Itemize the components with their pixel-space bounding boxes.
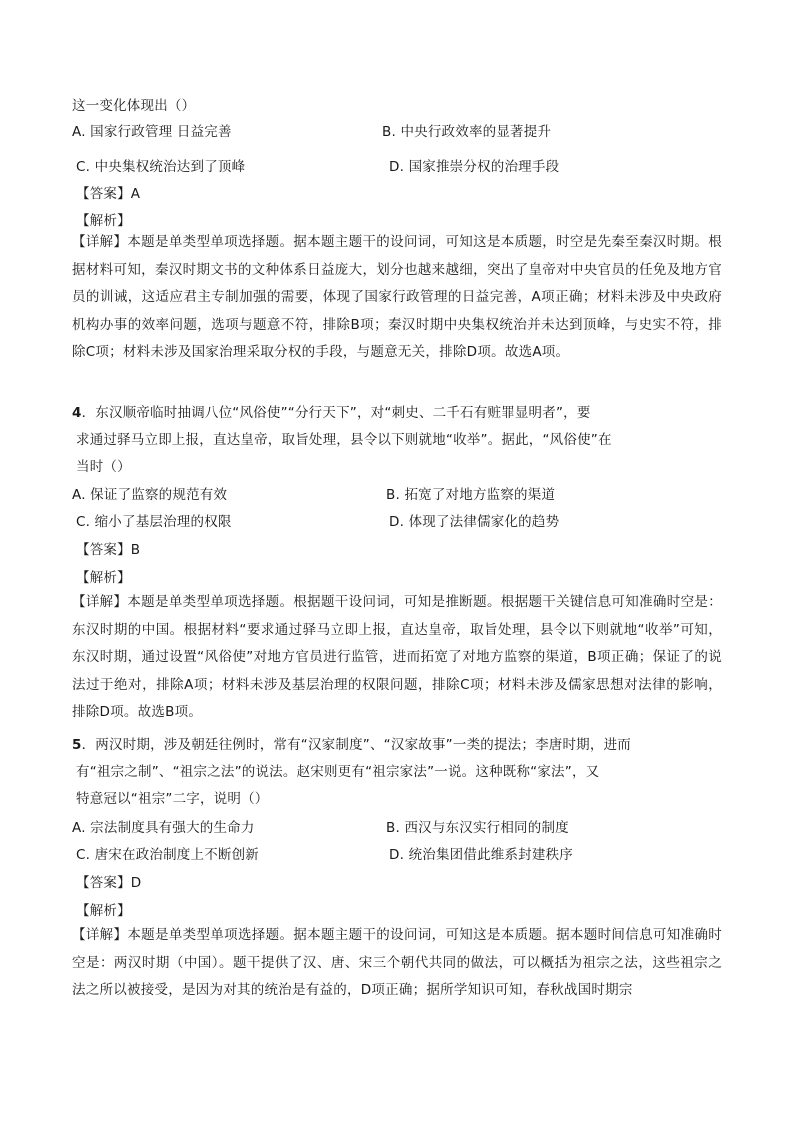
q4-option-c: C. 缩小了基层治理的权限	[76, 514, 232, 530]
q5-option-b: B. 西汉与东汉实行相同的制度	[386, 820, 569, 836]
q4-number: 4	[72, 405, 82, 421]
q5-number: 5	[72, 737, 82, 753]
q3-option-d: D. 国家推崇分权的治理手段	[389, 159, 560, 175]
q5-option-d: D. 统治集团借此维系封建秩序	[389, 847, 573, 863]
q4-answer: 【答案】B	[76, 542, 141, 558]
q4-stem-text1: ．东汉顺帝临时抽调八位“风俗使”“分行天下”，对“刺史、二千石有赃罪显明者”，要	[81, 405, 591, 421]
q5-stem-line3: 特意冠以“祖宗”二字，说明（）	[76, 791, 269, 807]
q5-stem-line1	[72, 735, 631, 755]
q4-stem-line3: 当时（）	[76, 459, 131, 475]
q3-option-c: C. 中央集权统治达到了顶峰	[76, 159, 246, 175]
q3-answer: 【答案】A	[76, 186, 141, 202]
q4-option-a: A. 保证了监察的规范有效	[72, 487, 228, 503]
q3-stem-tail: 这一变化体现出（）	[72, 98, 196, 114]
q5-option-c: C. 唐宋在政治制度上不断创新	[76, 847, 260, 863]
q4-detail: 【详解】本题是单类型单项选择题。根据题干设问词，可知是推断题。根据题干关键信息可知准确时空是：东汉时期的中国。根据材料“要求通过驿马立即上报，直达皇帝，取旨处理，县令以下则就地“收举”可知，东汉时期，通过设置“风俗使”对地方官员进行监管，进而拓宽了对地方监察的渠道，B项正确；保证了的说法过于绝对，排除A项；材料未涉及基层治理的权限问题，排除C项；材料未涉及儒家思想对法律的影响，排除D项。故选B项。	[72, 594, 722, 721]
q5-analysis-label: 【解析】	[76, 903, 131, 919]
q5-answer: 【答案】D	[76, 875, 142, 891]
q4-stem-line2: 求通过驿马立即上报，直达皇帝，取旨处理，县令以下则就地“收举”。据此，“风俗使”在	[76, 432, 612, 448]
q5-stem-text1: ．两汉时期，涉及朝廷往例时，常有“汉家制度”、“汉家故事”一类的提法；李唐时期，进而	[81, 737, 631, 753]
q3-analysis-label: 【解析】	[76, 213, 131, 229]
q3-detail: 【详解】本题是单类型单项选择题。据本题主题干的设问词，可知这是本质题，时空是先秦至秦汉时期。根据材料可知，秦汉时期文书的文种体系日益庞大，划分也越来越细，突出了皇帝对中央官员的任免及地方官员的训诫，这适应君主专制加强的需要，体现了国家行政管理的日益完善，A项正确；材料未涉及中央政府机构办事的效率问题，选项与题意不符，排除B项；秦汉时期中央集权统治并未达到顶峰，与史实不符，排除C项；材料未涉及国家治理采取分权的手段，与题意无关，排除D项。故选A项。	[72, 234, 722, 361]
q4-option-d: D. 体现了法律儒家化的趋势	[389, 514, 560, 530]
q5-detail: 【详解】本题是单类型单项选择题。据本题主题干的设问词，可知这是本质题。据本题时间信息可知准确时空是：两汉时期（中国）。题干提供了汉、唐、宋三个朝代共同的做法，可以概括为祖宗之法，这些祖宗之法之所以被接受，是因为对其的统治是有益的，D项正确；据所学知识可知，春秋战国时期宗	[72, 927, 722, 999]
q4-analysis-label: 【解析】	[76, 570, 131, 586]
q3-option-a: A. 国家行政管理 日益完善	[72, 124, 232, 140]
q4-option-b: B. 拓宽了对地方监察的渠道	[386, 487, 556, 503]
q5-stem-line2: 有“祖宗之制”、“祖宗之法”的说法。赵宋则更有“祖宗家法”一说。这种既称“家法”，又	[76, 764, 600, 780]
q5-option-a: A. 宗法制度具有强大的生命力	[72, 820, 255, 836]
q3-option-b: B. 中央行政效率的显著提升	[382, 124, 552, 140]
q4-stem-line1	[72, 403, 591, 423]
